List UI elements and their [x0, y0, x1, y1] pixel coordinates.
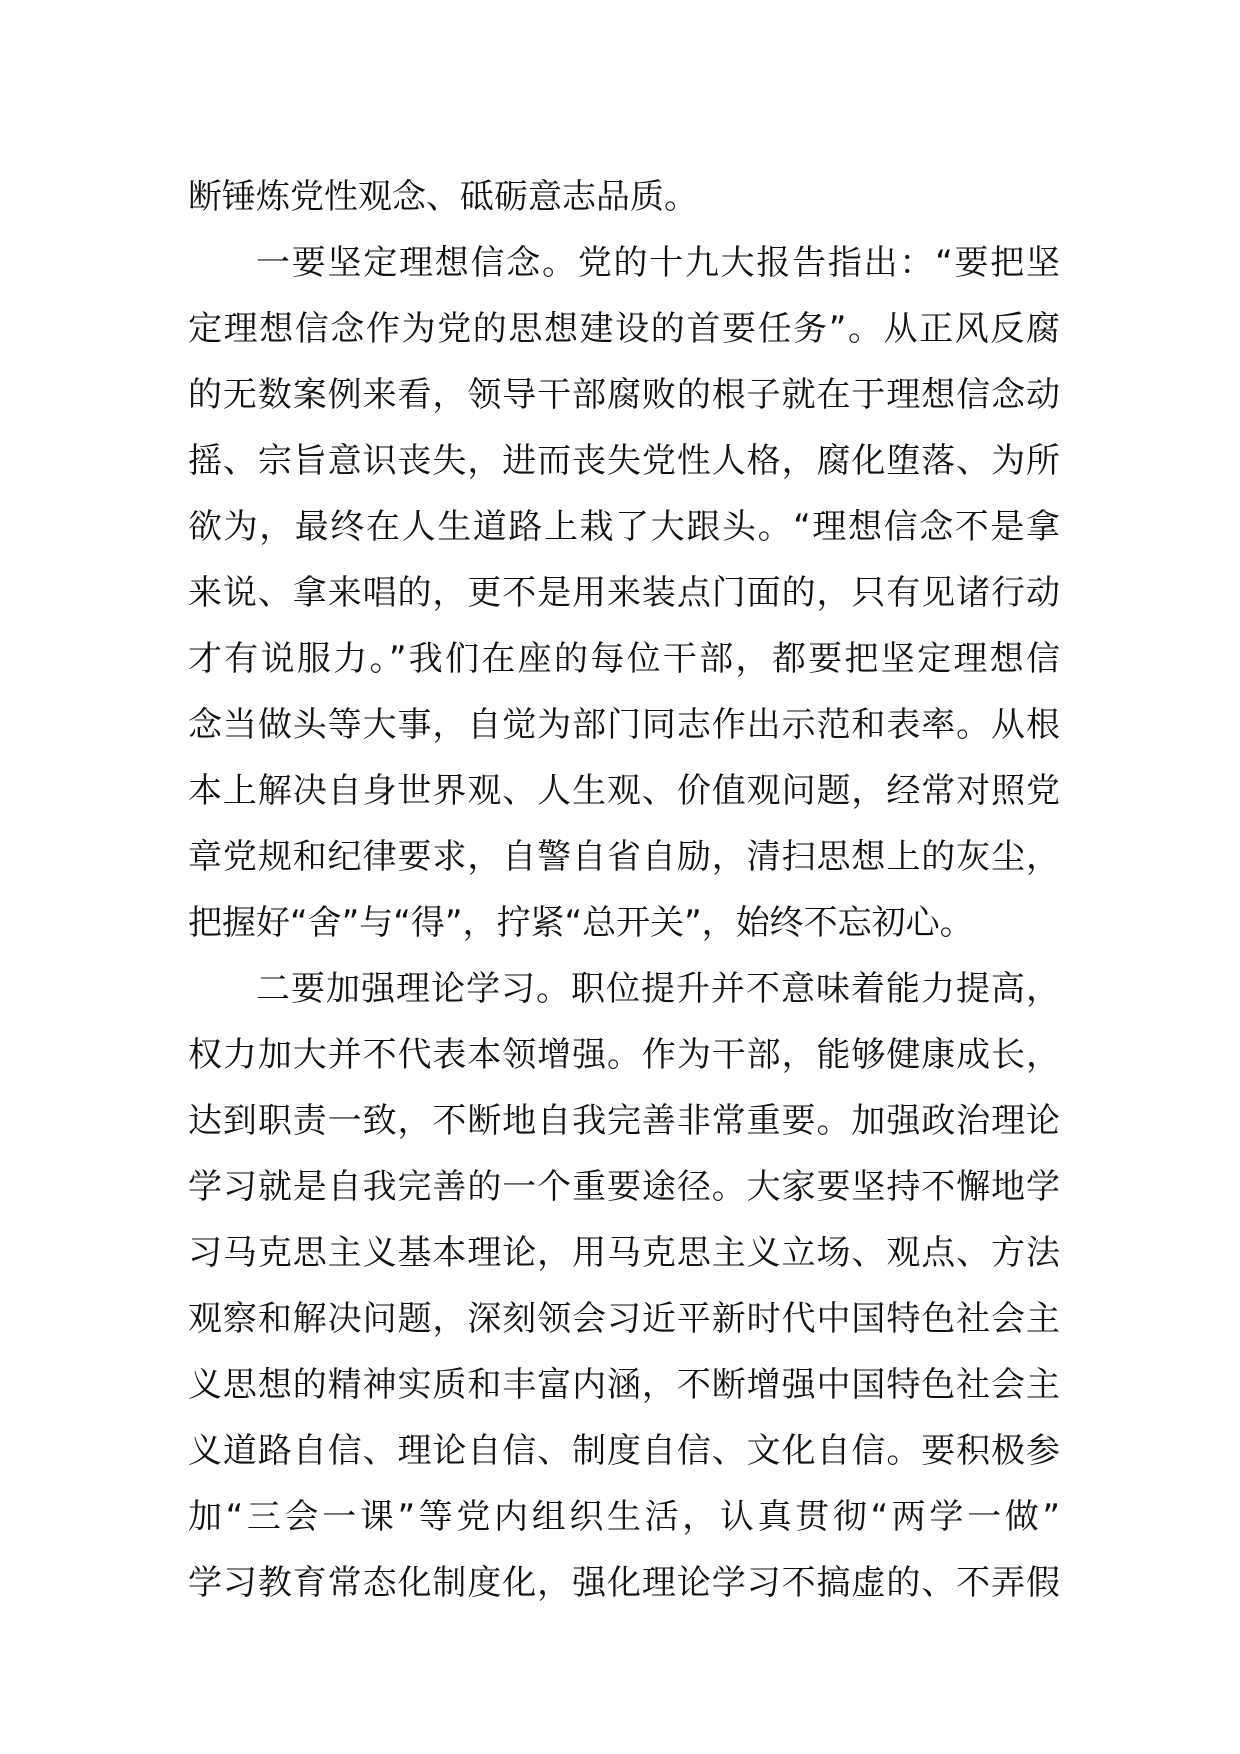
paragraph-start-line: 一要坚定理想信念。党的十九大报告指出：“要把坚 — [256, 243, 1060, 283]
text-line: 义道路自信、理论自信、制度自信、文化自信。要积极参 — [188, 1431, 1060, 1471]
text-line: 摇、宗旨意识丧失，进而丧失党性人格，腐化堕落、为所 — [188, 441, 1060, 481]
text-line: 才有说服力。”我们在座的每位干部，都要把坚定理想信 — [188, 639, 1060, 679]
text-line: 加“三会一课”等党内组织生活，认真贯彻“两学一做” — [188, 1497, 1060, 1537]
text-line: 本上解决自身世界观、人生观、价值观问题，经常对照党 — [188, 771, 1060, 811]
text-line: 定理想信念作为党的思想建设的首要任务”。从正风反腐 — [188, 309, 1060, 349]
text-line: 习马克思主义基本理论，用马克思主义立场、观点、方法 — [188, 1233, 1060, 1273]
text-line: 观察和解决问题，深刻领会习近平新时代中国特色社会主 — [188, 1299, 1060, 1339]
paragraph-start-line: 二要加强理论学习。职位提升并不意味着能力提高， — [256, 969, 1060, 1009]
text-line: 学习就是自我完善的一个重要途径。大家要坚持不懈地学 — [188, 1167, 1060, 1207]
text-line: 断锤炼党性观念、砥砺意志品质。 — [188, 177, 698, 217]
text-line: 欲为，最终在人生道路上栽了大跟头。“理想信念不是拿 — [188, 507, 1060, 547]
text-line: 把握好“舍”与“得”，拧紧“总开关”，始终不忘初心。 — [188, 903, 974, 943]
text-line: 达到职责一致，不断地自我完善非常重要。加强政治理论 — [188, 1101, 1060, 1141]
text-line: 来说、拿来唱的，更不是用来装点门面的，只有见诸行动 — [188, 573, 1060, 613]
text-line: 义思想的精神实质和丰富内涵，不断增强中国特色社会主 — [188, 1365, 1060, 1405]
text-line: 权力加大并不代表本领增强。作为干部，能够健康成长， — [188, 1035, 1060, 1075]
text-line: 学习教育常态化制度化，强化理论学习不搞虚的、不弄假 — [188, 1563, 1060, 1603]
text-line: 章党规和纪律要求，自警自省自励，清扫思想上的灰尘， — [188, 837, 1060, 877]
text-line: 念当做头等大事，自觉为部门同志作出示范和表率。从根 — [188, 705, 1060, 745]
text-line: 的无数案例来看，领导干部腐败的根子就在于理想信念动 — [188, 375, 1060, 415]
body-text — [188, 164, 1060, 1616]
